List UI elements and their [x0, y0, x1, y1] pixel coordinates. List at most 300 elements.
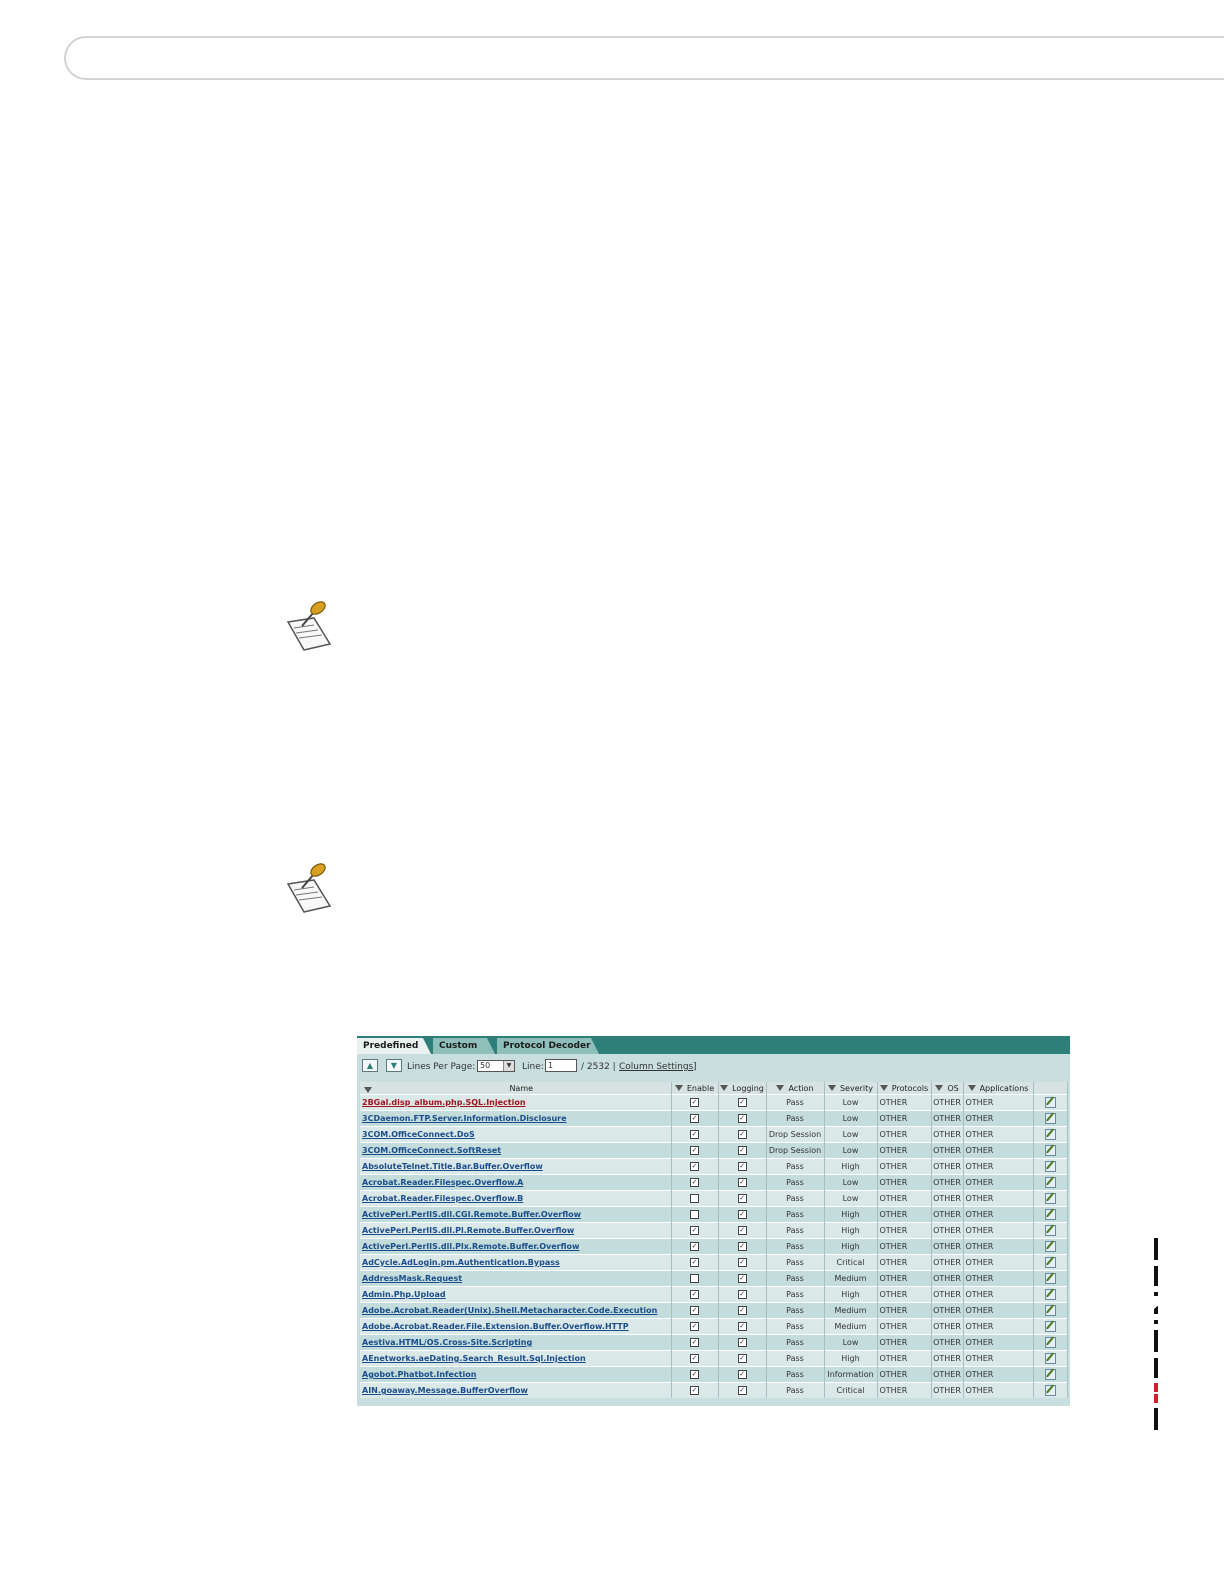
edit-cell: [1033, 1159, 1067, 1175]
table-row: [360, 1367, 1067, 1383]
enable-checkbox[interactable]: ✓: [691, 1258, 698, 1266]
logging-cell: [718, 1239, 766, 1255]
enable-checkbox[interactable]: ✓: [691, 1338, 698, 1346]
enable-checkbox[interactable]: ✓: [691, 1242, 698, 1250]
protocols-cell: OTHER: [877, 1367, 931, 1383]
column-header-name[interactable]: Name: [360, 1082, 671, 1095]
logging-cell: [718, 1335, 766, 1351]
table-row: [360, 1127, 1067, 1143]
os-cell: OTHER: [931, 1255, 963, 1271]
edit-icon[interactable]: [1045, 1241, 1056, 1252]
applications-cell: OTHER: [963, 1271, 1033, 1287]
applications-cell: OTHER: [963, 1383, 1033, 1399]
logging-checkbox[interactable]: ✓: [739, 1258, 745, 1266]
logging-cell: [718, 1191, 766, 1207]
signature-link[interactable]: Acrobat.Reader.Filespec.Overflow.B: [362, 1194, 524, 1203]
severity-cell: High: [824, 1351, 877, 1367]
action-cell: Pass: [766, 1255, 824, 1271]
edit-icon[interactable]: [1045, 1321, 1056, 1332]
enable-cell: [671, 1127, 718, 1143]
os-cell: OTHER: [931, 1095, 963, 1111]
table-row: [360, 1351, 1067, 1367]
column-header-edit: [1033, 1082, 1067, 1095]
signature-name-cell: [360, 1335, 671, 1351]
logging-checkbox[interactable]: ✓: [739, 1274, 745, 1282]
logging-cell: [718, 1367, 766, 1383]
signature-name-cell: [360, 1175, 671, 1191]
edit-icon[interactable]: [1045, 1385, 1056, 1396]
signature-link[interactable]: Adobe.Acrobat.Reader.File.Extension.Buffer.Overflow.HTTP: [362, 1322, 629, 1331]
protocols-cell: OTHER: [877, 1335, 931, 1351]
action-cell: Pass: [766, 1271, 824, 1287]
signature-name-cell: [360, 1207, 671, 1223]
logging-checkbox[interactable]: ✓: [739, 1146, 745, 1154]
protocols-cell: OTHER: [877, 1255, 931, 1271]
severity-cell: Low: [824, 1095, 877, 1111]
column-header-protocols[interactable]: Protocols: [877, 1082, 931, 1095]
column-header-logging[interactable]: Logging: [718, 1082, 766, 1095]
logging-checkbox[interactable]: ✓: [739, 1098, 745, 1106]
filter-icon[interactable]: [675, 1085, 683, 1091]
chevron-down-icon: ▼: [503, 1061, 514, 1071]
enable-checkbox[interactable]: ✓: [691, 1386, 698, 1394]
edit-icon[interactable]: [1045, 1273, 1056, 1284]
filter-icon[interactable]: [828, 1085, 836, 1091]
enable-cell: [671, 1143, 718, 1159]
column-header-os[interactable]: OS: [931, 1082, 963, 1095]
enable-cell: [671, 1287, 718, 1303]
edit-cell: [1033, 1191, 1067, 1207]
signature-link[interactable]: AIN.goaway.Message.BufferOverflow: [362, 1386, 528, 1395]
signature-link[interactable]: Agobot.Phatbot.Infection: [362, 1370, 477, 1379]
action-cell: Pass: [766, 1239, 824, 1255]
tab-predefined[interactable]: Predefined: [357, 1038, 423, 1054]
signature-name-cell: [360, 1319, 671, 1335]
logging-checkbox[interactable]: ✓: [739, 1242, 745, 1250]
logging-cell: [718, 1319, 766, 1335]
edit-icon[interactable]: [1045, 1097, 1056, 1108]
enable-cell: [671, 1383, 718, 1399]
os-cell: OTHER: [931, 1111, 963, 1127]
applications-cell: OTHER: [963, 1095, 1033, 1111]
signature-name-cell: [360, 1303, 671, 1319]
line-label: Line:: [522, 1062, 544, 1072]
column-settings-link[interactable]: Column Settings: [619, 1062, 694, 1072]
logging-cell: [718, 1287, 766, 1303]
action-cell: Pass: [766, 1207, 824, 1223]
logo-emblem: [1154, 1383, 1158, 1403]
signature-link[interactable]: ActivePerl.PerlIS.dll.Plx.Remote.Buffer.Overflow: [362, 1242, 580, 1251]
edit-icon[interactable]: [1045, 1145, 1056, 1156]
os-cell: OTHER: [931, 1335, 963, 1351]
edit-icon[interactable]: [1045, 1129, 1056, 1140]
signature-link[interactable]: AddressMask.Request: [362, 1274, 463, 1283]
enable-cell: [671, 1207, 718, 1223]
logging-checkbox[interactable]: ✓: [739, 1210, 745, 1218]
protocols-cell: OTHER: [877, 1287, 931, 1303]
protocols-cell: OTHER: [877, 1095, 931, 1111]
enable-checkbox[interactable]: ✓: [691, 1322, 698, 1330]
action-cell: Pass: [766, 1159, 824, 1175]
applications-cell: OTHER: [963, 1127, 1033, 1143]
table-row: [360, 1207, 1067, 1223]
enable-cell: [671, 1319, 718, 1335]
applications-cell: OTHER: [963, 1351, 1033, 1367]
edit-cell: [1033, 1303, 1067, 1319]
edit-icon[interactable]: [1045, 1113, 1056, 1124]
applications-cell: OTHER: [963, 1175, 1033, 1191]
page-down-button[interactable]: ▼: [386, 1059, 402, 1072]
table-row: [360, 1111, 1067, 1127]
edit-cell: [1033, 1207, 1067, 1223]
applications-cell: OTHER: [963, 1191, 1033, 1207]
signature-link[interactable]: AbsoluteTelnet.Title.Bar.Buffer.Overflow: [362, 1162, 543, 1171]
enable-cell: [671, 1175, 718, 1191]
action-cell: Drop Session: [766, 1127, 824, 1143]
column-header-enable[interactable]: Enable: [671, 1082, 718, 1095]
os-cell: OTHER: [931, 1383, 963, 1399]
signature-link[interactable]: Aestiva.HTML/OS.Cross-Site.Scripting: [362, 1338, 533, 1347]
action-cell: Pass: [766, 1175, 824, 1191]
signature-table: [360, 1082, 1068, 1398]
severity-cell: Critical: [824, 1383, 877, 1399]
logging-checkbox[interactable]: ✓: [739, 1306, 745, 1314]
edit-cell: [1033, 1271, 1067, 1287]
os-cell: OTHER: [931, 1319, 963, 1335]
enable-cell: [671, 1239, 718, 1255]
logging-cell: [718, 1175, 766, 1191]
logging-checkbox[interactable]: ✓: [739, 1130, 745, 1138]
action-cell: Pass: [766, 1223, 824, 1239]
signature-name-cell: [360, 1271, 671, 1287]
logging-checkbox[interactable]: ✓: [739, 1354, 745, 1362]
filter-icon[interactable]: [880, 1085, 888, 1091]
table-row: [360, 1159, 1067, 1175]
tab-custom[interactable]: Custom: [433, 1038, 487, 1054]
page-up-button[interactable]: ▲: [362, 1059, 378, 1072]
action-cell: Pass: [766, 1111, 824, 1127]
signature-link[interactable]: ActivePerl.PerlIS.dll.CGI.Remote.Buffer.Overflow: [362, 1210, 582, 1219]
action-cell: Pass: [766, 1191, 824, 1207]
enable-checkbox[interactable]: ✓: [691, 1178, 698, 1186]
logging-checkbox[interactable]: ✓: [739, 1386, 745, 1394]
edit-icon[interactable]: [1045, 1161, 1056, 1172]
protocols-cell: OTHER: [877, 1127, 931, 1143]
ips-signature-screenshot: [357, 1036, 1070, 1406]
severity-cell: Medium: [824, 1271, 877, 1287]
logging-cell: [718, 1351, 766, 1367]
severity-cell: Low: [824, 1191, 877, 1207]
enable-cell: [671, 1303, 718, 1319]
signature-link[interactable]: 3CDaemon.FTP.Server.Information.Disclosure: [362, 1114, 567, 1123]
os-cell: OTHER: [931, 1143, 963, 1159]
logging-checkbox[interactable]: ✓: [739, 1114, 745, 1122]
logging-checkbox[interactable]: ✓: [739, 1338, 745, 1346]
table-row: [360, 1271, 1067, 1287]
severity-cell: Low: [824, 1127, 877, 1143]
table-row: [360, 1255, 1067, 1271]
edit-cell: [1033, 1095, 1067, 1111]
enable-cell: [671, 1255, 718, 1271]
logging-cell: [718, 1127, 766, 1143]
severity-cell: Low: [824, 1175, 877, 1191]
protocols-cell: OTHER: [877, 1207, 931, 1223]
protocols-cell: OTHER: [877, 1239, 931, 1255]
enable-cell: [671, 1351, 718, 1367]
enable-checkbox[interactable]: ✓: [691, 1290, 698, 1298]
tab-bar: [357, 1036, 1070, 1054]
signature-name-cell: [360, 1351, 671, 1367]
applications-cell: OTHER: [963, 1319, 1033, 1335]
severity-cell: High: [824, 1239, 877, 1255]
applications-cell: OTHER: [963, 1287, 1033, 1303]
enable-checkbox[interactable]: ✓: [691, 1306, 698, 1314]
filter-icon[interactable]: [935, 1085, 943, 1091]
action-cell: Pass: [766, 1319, 824, 1335]
logging-checkbox[interactable]: ✓: [739, 1322, 745, 1330]
signature-link[interactable]: AdCycle.AdLogin.pm.Authentication.Bypass: [362, 1258, 560, 1267]
logo-letter: [1154, 1292, 1158, 1314]
severity-cell: Critical: [824, 1255, 877, 1271]
edit-icon[interactable]: [1045, 1209, 1056, 1220]
edit-cell: [1033, 1319, 1067, 1335]
signature-link[interactable]: ActivePerl.PerlIS.dll.Pl.Remote.Buffer.Overflow: [362, 1226, 575, 1235]
logging-checkbox[interactable]: ✓: [739, 1370, 745, 1378]
enable-checkbox[interactable]: ✓: [691, 1146, 698, 1154]
signature-link[interactable]: Adobe.Acrobat.Reader(Unix).Shell.Metacharacter.Code.Execution: [362, 1306, 658, 1315]
table-row: [360, 1287, 1067, 1303]
protocols-cell: OTHER: [877, 1383, 931, 1399]
enable-checkbox[interactable]: [690, 1194, 699, 1203]
logging-cell: [718, 1095, 766, 1111]
filter-icon[interactable]: [720, 1085, 728, 1091]
filter-icon[interactable]: [968, 1085, 976, 1091]
enable-cell: [671, 1367, 718, 1383]
edit-cell: [1033, 1351, 1067, 1367]
severity-cell: High: [824, 1223, 877, 1239]
tab-edge: [487, 1038, 495, 1054]
os-cell: OTHER: [931, 1127, 963, 1143]
edit-icon[interactable]: [1045, 1369, 1056, 1380]
os-cell: OTHER: [931, 1207, 963, 1223]
signature-name-cell: [360, 1111, 671, 1127]
logging-cell: [718, 1143, 766, 1159]
table-row: [360, 1335, 1067, 1351]
logging-checkbox[interactable]: ✓: [739, 1162, 745, 1170]
logging-cell: [718, 1207, 766, 1223]
edit-icon[interactable]: [1045, 1225, 1056, 1236]
page-header-bar: [64, 36, 1224, 80]
os-cell: OTHER: [931, 1271, 963, 1287]
filter-icon[interactable]: [364, 1087, 372, 1093]
enable-checkbox[interactable]: [690, 1210, 699, 1219]
signature-link[interactable]: 3COM.OfficeConnect.DoS: [362, 1130, 475, 1139]
filter-icon[interactable]: [776, 1085, 784, 1091]
signature-name-cell: [360, 1287, 671, 1303]
enable-cell: [671, 1335, 718, 1351]
table-row: [360, 1191, 1067, 1207]
protocols-cell: OTHER: [877, 1111, 931, 1127]
lines-per-page-label: Lines Per Page:: [407, 1062, 476, 1072]
logging-checkbox[interactable]: ✓: [739, 1178, 745, 1186]
applications-cell: OTHER: [963, 1223, 1033, 1239]
os-cell: OTHER: [931, 1191, 963, 1207]
enable-checkbox[interactable]: [690, 1274, 699, 1283]
signature-name-cell: [360, 1127, 671, 1143]
protocols-cell: OTHER: [877, 1351, 931, 1367]
signature-link[interactable]: Admin.Php.Upload: [362, 1290, 446, 1299]
action-cell: Drop Session: [766, 1143, 824, 1159]
fortinet-logo: [1130, 1198, 1158, 1430]
table-row: [360, 1095, 1067, 1111]
line-input[interactable]: 1: [545, 1059, 577, 1072]
applications-cell: OTHER: [963, 1239, 1033, 1255]
signature-name-cell: [360, 1095, 671, 1111]
edit-icon[interactable]: [1045, 1305, 1056, 1316]
table-row: [360, 1223, 1067, 1239]
os-cell: OTHER: [931, 1303, 963, 1319]
edit-cell: [1033, 1111, 1067, 1127]
total-count: / 2532 |: [581, 1062, 616, 1072]
severity-cell: Medium: [824, 1303, 877, 1319]
edit-cell: [1033, 1175, 1067, 1191]
os-cell: OTHER: [931, 1351, 963, 1367]
signature-link[interactable]: 2BGal.disp_album.php.SQL.Injection: [362, 1098, 526, 1107]
enable-checkbox[interactable]: ✓: [691, 1162, 698, 1170]
severity-cell: Low: [824, 1143, 877, 1159]
protocols-cell: OTHER: [877, 1159, 931, 1175]
signature-link[interactable]: 3COM.OfficeConnect.SoftReset: [362, 1146, 502, 1155]
table-row: [360, 1319, 1067, 1335]
column-header-action[interactable]: Action: [766, 1082, 824, 1095]
logging-cell: [718, 1383, 766, 1399]
logo-letter: [1154, 1266, 1158, 1286]
edit-icon[interactable]: [1045, 1289, 1056, 1300]
edit-cell: [1033, 1255, 1067, 1271]
enable-checkbox[interactable]: ✓: [691, 1114, 698, 1122]
logo-letter: [1154, 1408, 1158, 1430]
protocols-cell: OTHER: [877, 1319, 931, 1335]
os-cell: OTHER: [931, 1223, 963, 1239]
os-cell: OTHER: [931, 1159, 963, 1175]
logging-checkbox[interactable]: ✓: [739, 1290, 745, 1298]
logging-cell: [718, 1255, 766, 1271]
enable-checkbox[interactable]: ✓: [691, 1370, 698, 1378]
severity-cell: Information: [824, 1367, 877, 1383]
table-row: [360, 1383, 1067, 1399]
logging-checkbox[interactable]: ✓: [739, 1194, 745, 1202]
applications-cell: OTHER: [963, 1159, 1033, 1175]
edit-icon[interactable]: [1045, 1193, 1056, 1204]
os-cell: OTHER: [931, 1175, 963, 1191]
table-row: [360, 1303, 1067, 1319]
edit-cell: [1033, 1287, 1067, 1303]
action-cell: Pass: [766, 1335, 824, 1351]
applications-cell: OTHER: [963, 1255, 1033, 1271]
action-cell: Pass: [766, 1303, 824, 1319]
tab-edge: [423, 1038, 431, 1054]
enable-checkbox[interactable]: ✓: [691, 1098, 698, 1106]
edit-cell: [1033, 1383, 1067, 1399]
applications-cell: OTHER: [963, 1367, 1033, 1383]
signature-rows: [360, 1095, 1067, 1399]
enable-cell: [671, 1111, 718, 1127]
signature-link[interactable]: Acrobat.Reader.Filespec.Overflow.A: [362, 1178, 524, 1187]
edit-cell: [1033, 1335, 1067, 1351]
edit-icon[interactable]: [1045, 1353, 1056, 1364]
os-cell: OTHER: [931, 1239, 963, 1255]
enable-cell: [671, 1191, 718, 1207]
signature-name-cell: [360, 1255, 671, 1271]
logging-cell: [718, 1271, 766, 1287]
edit-icon[interactable]: [1045, 1257, 1056, 1268]
signature-link[interactable]: AEnetworks.aeDating.Search_Result.Sql.Injection: [362, 1354, 586, 1363]
severity-cell: High: [824, 1207, 877, 1223]
table-row: [360, 1239, 1067, 1255]
logo-letter: [1154, 1330, 1158, 1352]
applications-cell: OTHER: [963, 1303, 1033, 1319]
action-cell: Pass: [766, 1095, 824, 1111]
action-cell: Pass: [766, 1287, 824, 1303]
protocols-cell: OTHER: [877, 1303, 931, 1319]
applications-cell: OTHER: [963, 1207, 1033, 1223]
edit-cell: [1033, 1239, 1067, 1255]
edit-icon[interactable]: [1045, 1177, 1056, 1188]
tab-edge: [591, 1038, 599, 1054]
enable-checkbox[interactable]: ✓: [691, 1226, 698, 1234]
logo-letter: [1154, 1356, 1158, 1378]
edit-icon[interactable]: [1045, 1337, 1056, 1348]
column-header-applications[interactable]: Applications: [963, 1082, 1033, 1095]
protocols-cell: OTHER: [877, 1191, 931, 1207]
lines-per-page-value: 50: [480, 1061, 491, 1070]
protocols-cell: OTHER: [877, 1271, 931, 1287]
enable-checkbox[interactable]: ✓: [691, 1130, 698, 1138]
applications-cell: OTHER: [963, 1143, 1033, 1159]
note-pin-icon: [284, 600, 336, 652]
enable-cell: [671, 1095, 718, 1111]
applications-cell: OTHER: [963, 1111, 1033, 1127]
logging-cell: [718, 1111, 766, 1127]
enable-checkbox[interactable]: ✓: [691, 1354, 698, 1362]
signature-name-cell: [360, 1239, 671, 1255]
protocols-cell: OTHER: [877, 1223, 931, 1239]
table-header-row: [360, 1082, 1067, 1095]
action-cell: Pass: [766, 1367, 824, 1383]
logging-cell: [718, 1159, 766, 1175]
os-cell: OTHER: [931, 1367, 963, 1383]
signature-name-cell: [360, 1367, 671, 1383]
enable-cell: [671, 1159, 718, 1175]
logging-cell: [718, 1223, 766, 1239]
logging-checkbox[interactable]: ✓: [739, 1226, 745, 1234]
tab-protocol-decoder[interactable]: Protocol Decoder: [497, 1038, 591, 1054]
enable-cell: [671, 1271, 718, 1287]
signature-name-cell: [360, 1383, 671, 1399]
signature-name-cell: [360, 1143, 671, 1159]
os-cell: OTHER: [931, 1287, 963, 1303]
protocols-cell: OTHER: [877, 1175, 931, 1191]
note-pin-icon: [284, 862, 336, 914]
logo-letter: [1154, 1238, 1158, 1260]
severity-cell: High: [824, 1287, 877, 1303]
lines-per-page-select[interactable]: [477, 1060, 515, 1072]
list-toolbar: [357, 1054, 1070, 1076]
edit-cell: [1033, 1367, 1067, 1383]
column-header-severity[interactable]: Severity: [824, 1082, 877, 1095]
severity-cell: Medium: [824, 1319, 877, 1335]
signature-name-cell: [360, 1159, 671, 1175]
